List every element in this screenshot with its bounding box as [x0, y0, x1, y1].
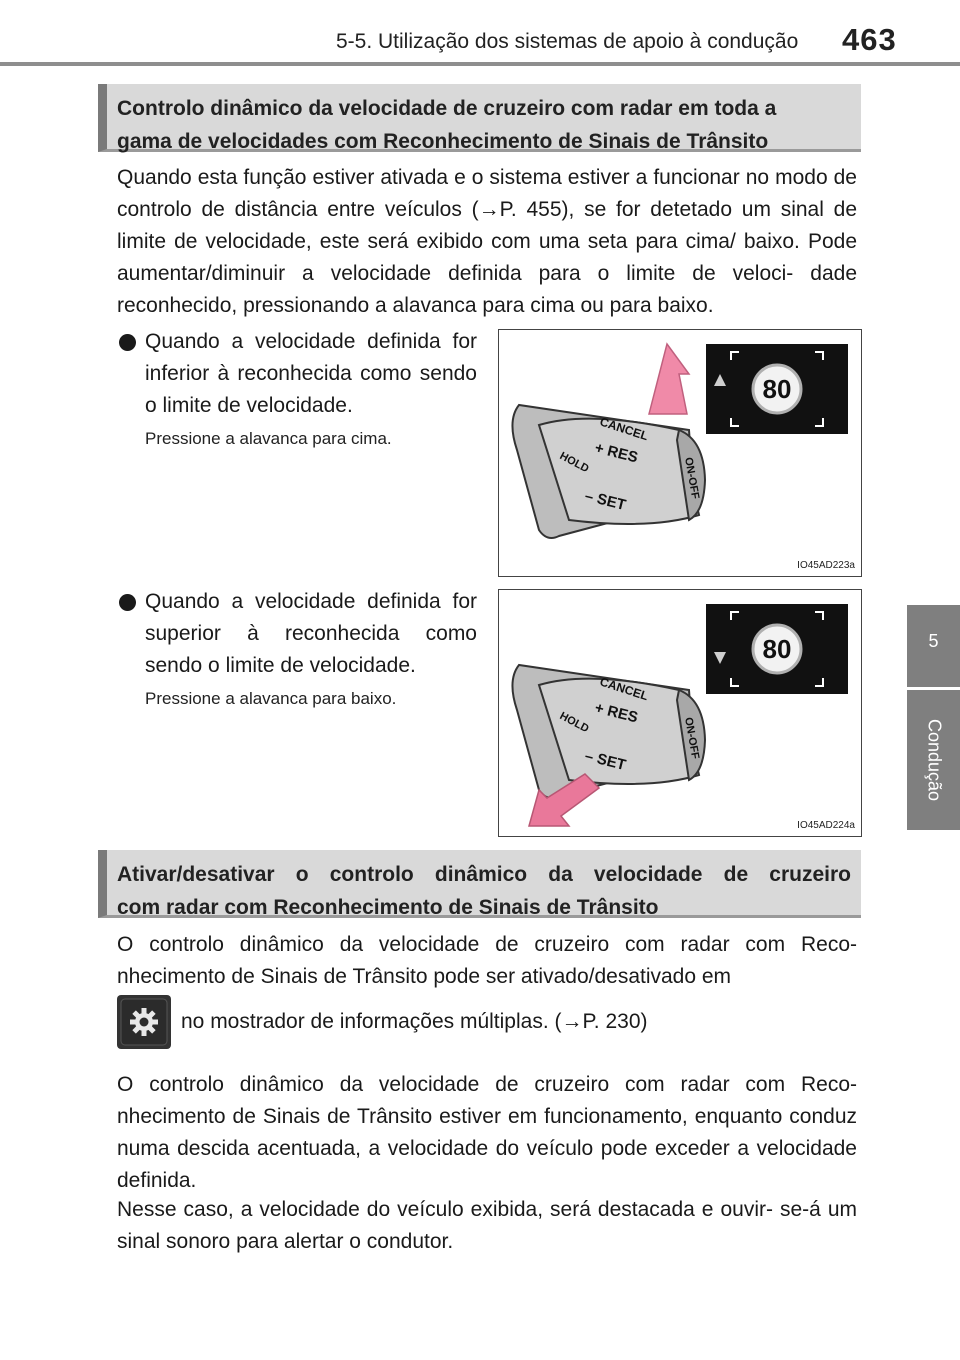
settings-instruction-line: [117, 995, 857, 1051]
bullet-dot-icon: [119, 594, 136, 611]
section-heading-enable-disable: [98, 850, 861, 918]
svg-text:HOLD: HOLD: [557, 710, 591, 736]
intro-paragraph: Quando esta função estiver ativada e o sistema estiver a funcionar no modo de controlo de distância entre veículos (→P. 455), se for detetado um sinal de limite de velocidade, este será exibido com uma seta para cima/ baixo. Pode aumentar/diminuir a velocidade definida para o limite de veloci- dade reconhecido, pressionando a alavanca para cima ou para baixo.: [117, 166, 857, 317]
chapter-tab: [907, 690, 960, 830]
svg-text:– SET: – SET: [583, 747, 628, 774]
chapter-tab-label: Condução: [924, 718, 944, 802]
figure-lever-up: [498, 329, 862, 577]
bullet-dot-icon: [119, 334, 136, 351]
section-heading-line: gama de velocidades com Reconhecimento de Sinais de Trânsito: [117, 130, 769, 153]
svg-text:HOLD: HOLD: [557, 450, 591, 476]
section-heading-line: Controlo dinâmico da velocidade de cruzeiro com radar em toda a: [117, 97, 777, 120]
header-title: 5-5. Utilização dos sistemas de apoio à condução: [336, 30, 799, 53]
figure-code: IO45AD223a: [797, 560, 855, 571]
gear-icon: [117, 995, 171, 1049]
settings-instruction-text: no mostrador de informações múltiplas. (→P. 230): [181, 1010, 648, 1033]
arrow-up-icon: [649, 344, 689, 414]
lever-down-illustration: [499, 590, 862, 837]
figure-code: IO45AD224a: [797, 820, 855, 831]
bullet-text: Quando a velocidade definida for superior à reconhecida como sendo o limite de velocidade.: [145, 590, 477, 677]
svg-text:ON-OFF: ON-OFF: [682, 456, 702, 501]
speed-sign-value: 80: [762, 374, 792, 404]
bullet-text: Quando a velocidade definida for inferior à reconhecida como sendo o limite de velocidade.: [145, 330, 477, 417]
svg-text:CANCEL: CANCEL: [598, 674, 650, 704]
bullet-instruction: Pressione a alavanca para cima.: [145, 429, 392, 448]
bullet-instruction: Pressione a alavanca para baixo.: [145, 689, 397, 708]
speed-sign-value: 80: [762, 634, 792, 664]
svg-text:+ RES: + RES: [593, 699, 640, 727]
svg-text:CANCEL: CANCEL: [598, 414, 650, 444]
chapter-tab-number: 5: [907, 605, 960, 687]
page-number: 463: [842, 22, 897, 57]
lever-up-illustration: [499, 330, 862, 577]
svg-text:ON-OFF: ON-OFF: [682, 716, 702, 761]
warning-paragraph: Nesse caso, a velocidade do veículo exibida, será destacada e ouvir- se-á um sinal sonoro para alertar o condutor.: [117, 1198, 857, 1253]
header-divider: [0, 62, 960, 66]
settings-button: [117, 995, 171, 1049]
section-heading-line: Ativar/desativar o controlo dinâmico da velocidade de cruzeiro: [117, 863, 851, 886]
figure-lever-down: [498, 589, 862, 837]
svg-text:+ RES: + RES: [593, 439, 640, 467]
enable-paragraph: O controlo dinâmico da velocidade de cruzeiro com radar com Reco- nhecimento de Sinais de Trânsito pode ser ativado/desativado em: [117, 933, 857, 988]
svg-text:– SET: – SET: [583, 487, 628, 514]
section-heading-traffic-sign-recognition: [98, 84, 861, 152]
section-heading-line: com radar com Reconhecimento de Sinais de Trânsito: [117, 896, 659, 919]
downhill-paragraph: O controlo dinâmico da velocidade de cruzeiro com radar com Reco- nhecimento de Sinais de Trânsito estiver em funcionamento, enquanto conduz numa descida acentuada, a velocidade do veículo pode exceder a velocidade definida.: [117, 1073, 857, 1192]
